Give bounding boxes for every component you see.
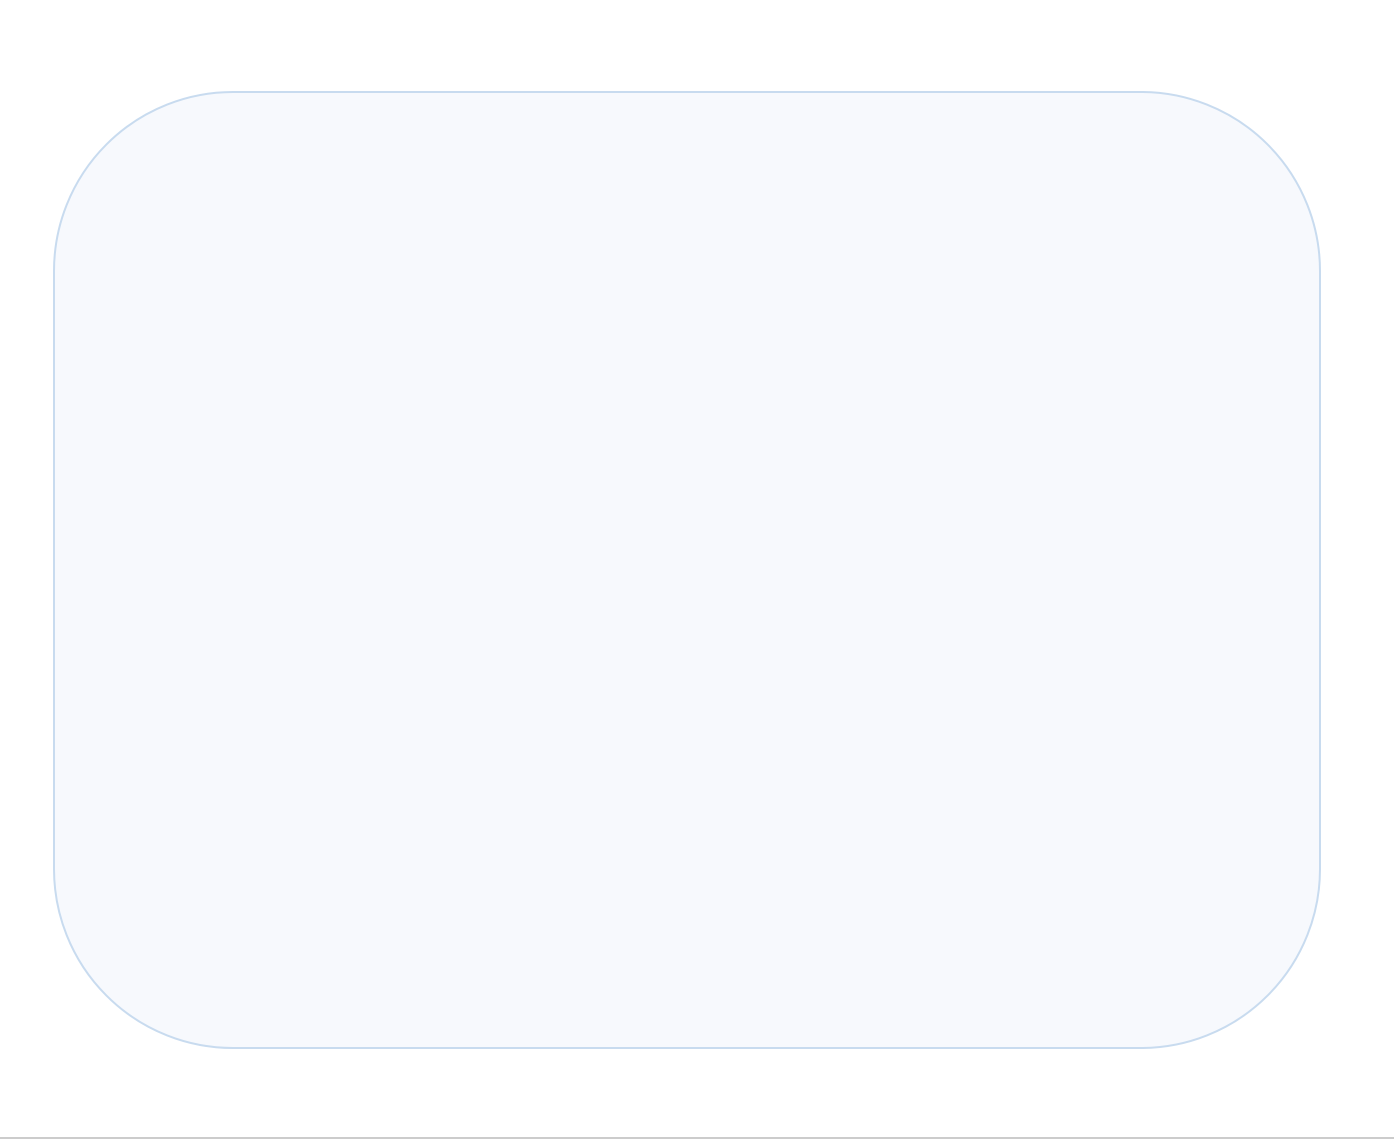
bottom-divider bbox=[0, 1137, 1394, 1139]
